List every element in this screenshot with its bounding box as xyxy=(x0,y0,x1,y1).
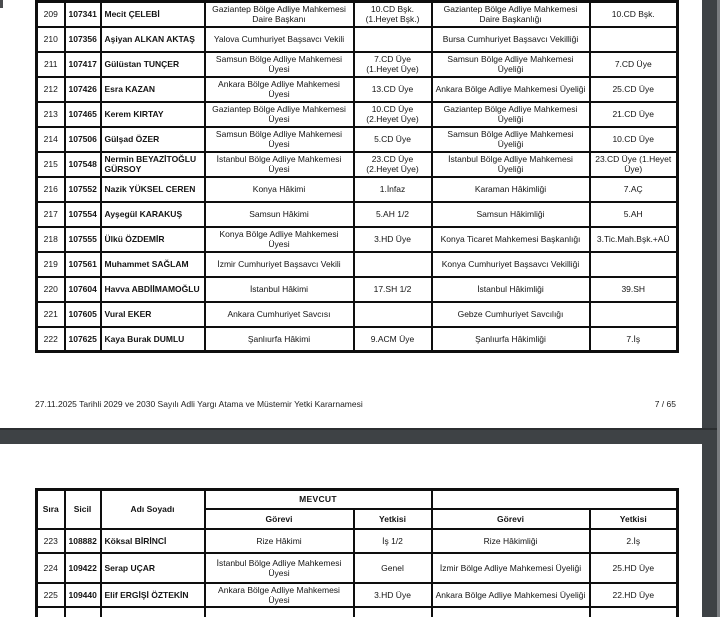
cell-gorev-mevcut: Rize Hâkimi xyxy=(205,529,354,553)
cell-sira: 217 xyxy=(37,202,65,227)
table-row xyxy=(37,302,678,327)
table-row xyxy=(37,327,678,352)
cell-gorev-mevcut: Ankara Bölge Adliye Mahkemesi Üyesi xyxy=(205,77,354,102)
cell-sira: 219 xyxy=(37,252,65,277)
decree-table-body xyxy=(37,2,678,352)
footer-page-number: 7 / 65 xyxy=(654,399,676,409)
cell-name: Köksal BİRİNCİ xyxy=(101,529,205,553)
table-row xyxy=(37,102,678,127)
cell-sira: 211 xyxy=(37,52,65,77)
cell-gorev-mevcut: Gaziantep Bölge Adliye Mahkemesi Üyesi xyxy=(205,102,354,127)
cell-gorev-yeni: Şanlıurfa Hâkimliği xyxy=(432,327,590,352)
cell-name: Ülkü ÖZDEMİR xyxy=(101,227,205,252)
table-row xyxy=(37,227,678,252)
cell-name: Nermin BEYAZİTOĞLU GÜRSOY xyxy=(101,152,205,177)
table-row xyxy=(37,77,678,102)
cell-yetki-mevcut: 7.CD Üye (1.Heyet Üye) xyxy=(354,52,432,77)
cell-sicil: 107548 xyxy=(65,152,101,177)
cell-name: Aşiyan ALKAN AKTAŞ xyxy=(101,27,205,52)
cell-yetki-mevcut: 9.ACM Üye xyxy=(354,327,432,352)
cell-yetki-yeni: 3.Tic.Mah.Bşk.+AÜ xyxy=(590,227,678,252)
cell-yetki-yeni: 39.SH xyxy=(590,277,678,302)
cell-gorev-yeni: İstanbul Bölge Adliye Mahkemesi Üyeliği xyxy=(432,152,590,177)
cell-gorev-yeni: Konya Ticaret Mahkemesi Başkanlığı xyxy=(432,227,590,252)
cell-name: Gülüstan TUNÇER xyxy=(101,52,205,77)
cell-yetki-mevcut xyxy=(354,302,432,327)
header-adi-soyadi: Adı Soyadı xyxy=(101,490,205,529)
cell-yetki-yeni: 7.İş xyxy=(590,327,678,352)
cell-sicil: 107356 xyxy=(65,27,101,52)
decree-table-page7 xyxy=(35,0,679,353)
footer-decree-title: 27.11.2025 Tarihli 2029 ve 2030 Sayılı Adli Yargı Atama ve Müstemir Yetki Kararnamesi xyxy=(35,399,363,409)
header-yeni-gorevi: Görevi xyxy=(432,509,590,529)
cell-gorev-mevcut: İstanbul Bölge Adliye Mahkemesi Üyesi xyxy=(205,152,354,177)
cell-sira: 215 xyxy=(37,152,65,177)
cell-sicil: 108882 xyxy=(65,529,101,553)
cell-gorev-mevcut: Ankara Bölge Adliye Mahkemesi Üyesi xyxy=(205,583,354,607)
cell-name: Havva ABDİİMAMOĞLU xyxy=(101,277,205,302)
cell-gorev-yeni: Rize Hâkimliği xyxy=(432,529,590,553)
cell-name: Serap UÇAR xyxy=(101,553,205,583)
cell-yetki-yeni xyxy=(590,302,678,327)
table-row xyxy=(37,529,678,553)
header-sira: Sıra xyxy=(37,490,65,529)
cell-sicil: 107604 xyxy=(65,277,101,302)
cell-gorev-yeni: İstanbul Hâkimliği xyxy=(432,277,590,302)
cell-sicil: 107555 xyxy=(65,227,101,252)
table-row xyxy=(37,127,678,152)
cell-sicil: 107561 xyxy=(65,252,101,277)
table-row xyxy=(37,52,678,77)
cell-sira: 216 xyxy=(37,177,65,202)
cell-gorev-yeni: Gaziantep Bölge Adliye Mahkemesi Üyeliği xyxy=(432,102,590,127)
cell-gorev-mevcut: Samsun Bölge Adliye Mahkemesi Üyesi xyxy=(205,127,354,152)
cell-sira: 213 xyxy=(37,102,65,127)
table-row xyxy=(37,177,678,202)
cell-yetki-yeni: 25.HD Üye xyxy=(590,553,678,583)
cell-sicil: 109440 xyxy=(65,583,101,607)
table-row xyxy=(37,27,678,52)
cell-gorev-yeni: Samsun Bölge Adliye Mahkemesi Üyeliği xyxy=(432,52,590,77)
cell-gorev-yeni: Konya Cumhuriyet Başsavcı Vekilliği xyxy=(432,252,590,277)
cell-sicil: 107417 xyxy=(65,52,101,77)
cell-yetki-yeni: 5.AH xyxy=(590,202,678,227)
cell-sicil: 107605 xyxy=(65,302,101,327)
cell-sicil: 107554 xyxy=(65,202,101,227)
table-row xyxy=(37,252,678,277)
cell-name: Esra KAZAN xyxy=(101,77,205,102)
cell-sira: 218 xyxy=(37,227,65,252)
table-row xyxy=(37,583,678,607)
cell-yetki-mevcut: 3.HD Üye xyxy=(354,583,432,607)
cell-yetki-mevcut: İş 1/2 xyxy=(354,529,432,553)
cell-yetki-mevcut xyxy=(354,27,432,52)
cell-sira: 220 xyxy=(37,277,65,302)
cell-yetki-yeni: 10.CD Üye xyxy=(590,127,678,152)
header-yeni: YENİ xyxy=(432,490,678,509)
cell-gorev-mevcut: Konya Bölge Adliye Mahkemesi Üyesi xyxy=(205,227,354,252)
cell-yetki-yeni: 21.CD Üye xyxy=(590,102,678,127)
cell-name: Kerem KIRTAY xyxy=(101,102,205,127)
page-separator xyxy=(0,428,720,430)
cell-sira: 225 xyxy=(37,583,65,607)
cell-gorev-yeni: Gebze Cumhuriyet Savcılığı xyxy=(432,302,590,327)
cell-sira: 224 xyxy=(37,553,65,583)
cell-yetki-mevcut: 23.CD Üye (2.Heyet Üye) xyxy=(354,152,432,177)
cell-gorev-yeni: Gaziantep Bölge Adliye Mahkemesi Daire Başkanlığı xyxy=(432,2,590,27)
cell-yetki-mevcut: 5.CD Üye xyxy=(354,127,432,152)
cell-sicil: 109422 xyxy=(65,553,101,583)
table-row xyxy=(37,202,678,227)
cell-yetki-mevcut: 3.HD Üye xyxy=(354,227,432,252)
table-row xyxy=(37,2,678,27)
cell-name: Elif ERGİŞİ ÖZTEKİN xyxy=(101,583,205,607)
cell-name: Kaya Burak DUMLU xyxy=(101,327,205,352)
cell-gorev-yeni: Ankara Bölge Adliye Mahkemesi Üyeliği xyxy=(432,583,590,607)
cell-yetki-mevcut: 10.CD Bşk. (1.Heyet Bşk.) xyxy=(354,2,432,27)
cell-yetki-mevcut: 1.İnfaz xyxy=(354,177,432,202)
cell-sira: 209 xyxy=(37,2,65,27)
cell-sicil: 107341 xyxy=(65,2,101,27)
cell-yetki-yeni xyxy=(590,27,678,52)
cell-name: Mecit ÇELEBİ xyxy=(101,2,205,27)
cell-sira: 222 xyxy=(37,327,65,352)
cell-yetki-mevcut: Genel xyxy=(354,553,432,583)
cell-gorev-yeni: Ankara Bölge Adliye Mahkemesi Üyeliği xyxy=(432,77,590,102)
cell-gorev-mevcut: Gaziantep Bölge Adliye Mahkemesi Daire Başkanı xyxy=(205,2,354,27)
header-mevcut-yetkisi: Yetkisi xyxy=(354,509,432,529)
cell-gorev-mevcut: Samsun Hâkimi xyxy=(205,202,354,227)
page-edge-artifact xyxy=(0,0,3,8)
cell-gorev-mevcut: İzmir Cumhuriyet Başsavcı Vekili xyxy=(205,252,354,277)
cell-gorev-yeni: Karaman Hâkimliği xyxy=(432,177,590,202)
header-sicil: Sicil xyxy=(65,490,101,529)
cell-sira: 210 xyxy=(37,27,65,52)
header-mevcut: MEVCUT xyxy=(205,490,432,509)
cell-name: Gülşad ÖZER xyxy=(101,127,205,152)
cell-sicil: 107552 xyxy=(65,177,101,202)
cell-yetki-yeni: 25.CD Üye xyxy=(590,77,678,102)
cell-yetki-mevcut: 13.CD Üye xyxy=(354,77,432,102)
cell-gorev-mevcut: Ankara Cumhuriyet Savcısı xyxy=(205,302,354,327)
cell-gorev-yeni: İzmir Bölge Adliye Mahkemesi Üyeliği xyxy=(432,553,590,583)
cell-yetki-yeni xyxy=(590,252,678,277)
cell-yetki-yeni: 22.HD Üye xyxy=(590,583,678,607)
cell-name: Nazik YÜKSEL CEREN xyxy=(101,177,205,202)
cell-yetki-mevcut: 10.CD Üye (2.Heyet Üye) xyxy=(354,102,432,127)
cell-sira: 212 xyxy=(37,77,65,102)
cell-yetki-mevcut xyxy=(354,252,432,277)
cell-yetki-yeni: 7.AÇ xyxy=(590,177,678,202)
page-footer xyxy=(35,399,676,409)
table-row xyxy=(37,277,678,302)
cell-name: Ayşegül KARAKUŞ xyxy=(101,202,205,227)
cell-yetki-yeni: 23.CD Üye (1.Heyet Üye) xyxy=(590,152,678,177)
cell-sicil: 107506 xyxy=(65,127,101,152)
cell-yetki-yeni: 7.CD Üye xyxy=(590,52,678,77)
cell-gorev-mevcut: Yalova Cumhuriyet Başsavcı Vekili xyxy=(205,27,354,52)
decree-table-page8 xyxy=(35,488,679,617)
cell-sicil: 107465 xyxy=(65,102,101,127)
header-yeni-yetkisi: Yetkisi xyxy=(590,509,678,529)
cell-gorev-mevcut: Şanlıurfa Hâkimi xyxy=(205,327,354,352)
decree-table-header xyxy=(37,490,678,529)
cell-sira: 223 xyxy=(37,529,65,553)
cell-yetki-mevcut: 17.SH 1/2 xyxy=(354,277,432,302)
cell-yetki-yeni: 2.İş xyxy=(590,529,678,553)
cell-sira: 214 xyxy=(37,127,65,152)
decree-table-body xyxy=(37,529,678,607)
cell-gorev-yeni: Bursa Cumhuriyet Başsavcı Vekilliği xyxy=(432,27,590,52)
cell-gorev-mevcut: Konya Hâkimi xyxy=(205,177,354,202)
table-row xyxy=(37,152,678,177)
cell-sira: 221 xyxy=(37,302,65,327)
cell-name: Vural EKER xyxy=(101,302,205,327)
header-mevcut-gorevi: Görevi xyxy=(205,509,354,529)
cell-sicil: 107426 xyxy=(65,77,101,102)
table-row xyxy=(37,553,678,583)
cell-gorev-mevcut: Samsun Bölge Adliye Mahkemesi Üyesi xyxy=(205,52,354,77)
document-page-8 xyxy=(0,444,702,617)
cell-sicil: 107625 xyxy=(65,327,101,352)
cell-yetki-mevcut: 5.AH 1/2 xyxy=(354,202,432,227)
next-row-sliver xyxy=(37,607,678,617)
cell-gorev-yeni: Samsun Bölge Adliye Mahkemesi Üyeliği xyxy=(432,127,590,152)
cell-yetki-yeni: 10.CD Bşk. xyxy=(590,2,678,27)
cell-gorev-mevcut: İstanbul Hâkimi xyxy=(205,277,354,302)
cell-gorev-yeni: Samsun Hâkimliği xyxy=(432,202,590,227)
cell-gorev-mevcut: İstanbul Bölge Adliye Mahkemesi Üyesi xyxy=(205,553,354,583)
cell-name: Muhammet SAĞLAM xyxy=(101,252,205,277)
